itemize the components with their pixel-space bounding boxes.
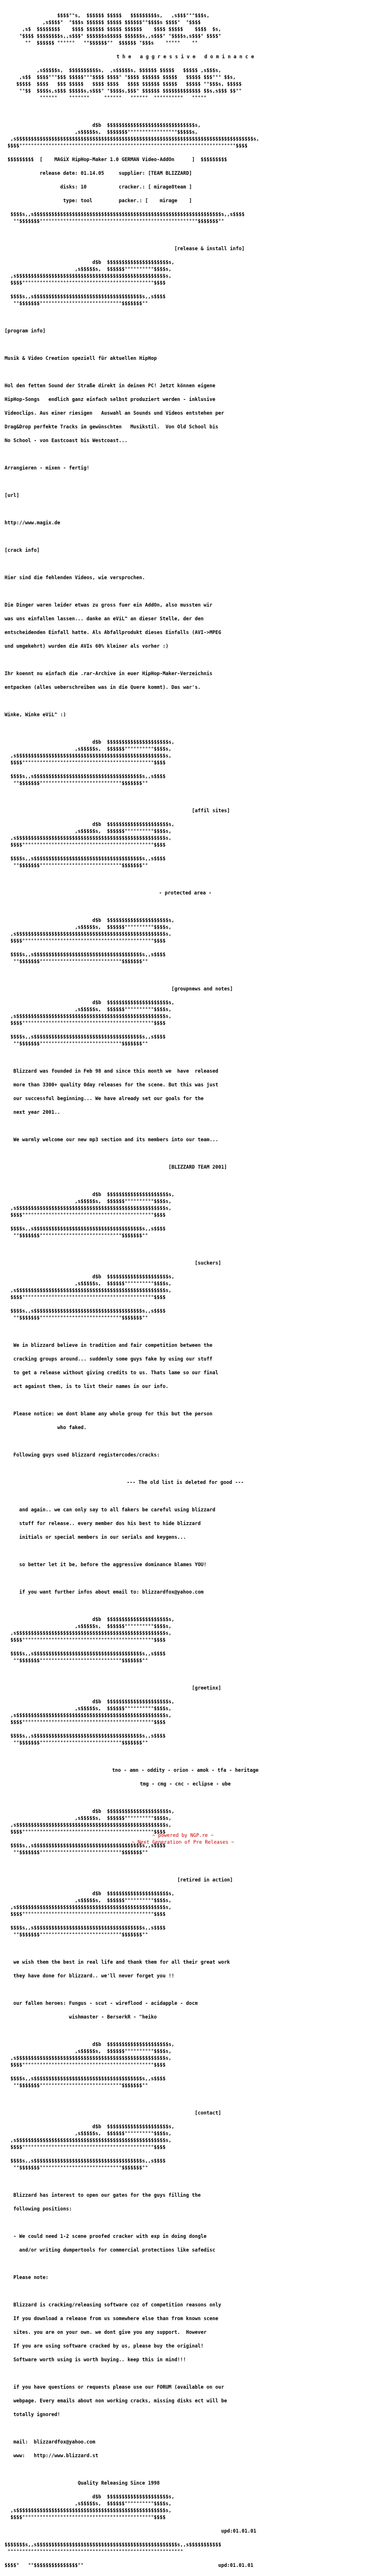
suckers-line: to get a release without giving credits to us. Thats lame so our final: [13, 1370, 218, 1376]
section-art-2: d$b $$$$$$$$$$$$$$$$$$$$$s, ,s$$$$$s, $$$$$$°°°°°°°°°°$$$$s, ,s$$$$$$$$$$$$$$$$$$$$$$$$$$$$$$$$$$$$$$$$$$$$$$$$$$$s, $$$$°°°°°°°°°°°°°°°°°°°°°°°°°°°°°°°°°°°°°°°°°°°°°$$$$: [10, 740, 174, 766]
groupnews-line: our successful beginning... We have already set our goals for the: [13, 1096, 204, 1102]
suckers-line: cracking groups around... suddenly some guys fake by using our stuff: [13, 1357, 213, 1362]
crack-line: [5, 588, 366, 595]
bottom-art: $$$$$$$s,,s$$$$$$$$$$$$$$$$$$$$$$$$$$$$$$$$$$$$$$$$$$$$$$$$s,,s$$$$$$$$$$$ °°°°°°°°°°°°°°°°°°°°°°°°°°°°°°°°°°°°°°°°°°°°°°°°°°°°°°°°°°°°: [5, 2542, 221, 2555]
section-affil: [affil sites]: [192, 808, 230, 814]
section-art-11: d$b $$$$$$$$$$$$$$$$$$$$$s, ,s$$$$$s, $$$$$$°°°°°°°°°°$$$$s, ,s$$$$$$$$$$$$$$$$$$$$$$$$$$$$$$$$$$$$$$$$$$$$$$$$$$$s, $$$$°°°°°°°°°°°°°°°°°°°°°°°°°°°°°°°°°°°°°°°°°°°°°$$$$: [10, 1891, 174, 1917]
section-art-6b: $$$$s,,s$$$$$$$$$$$$$$$$$$$$$$$$$$$$$$$$$$$$$s,,s$$$$ °°$$$$$$$°°°°°°°°°°°°°°°°°°°°°°°°°°°°$$$$$$$°°: [10, 1226, 166, 1239]
footer: [0, 1832, 366, 1846]
contact-line: [5, 2288, 366, 2295]
program-line: Drag&Drop perfekte Tracks im gewünschten Musikstil. Von Old School bis: [5, 424, 218, 430]
contact-line: [5, 2370, 366, 2377]
quality-line: Quality Releasing Since 1998: [77, 2481, 160, 2486]
release-row-2: disks: 10 cracker.: [ mirage8team ]: [60, 184, 192, 190]
section-art-7b: $$$$s,,s$$$$$$$$$$$$$$$$$$$$$$$$$$$$$$$$$$$$$s,,s$$$$ °°$$$$$$$°°°°°°°°°°°°°°°°°°°°°°°°°°°°$$$$$$$°°: [10, 1309, 166, 1321]
release-row-3: type: tool packer.: [ mirage ]: [63, 198, 192, 204]
section-art-13: d$b $$$$$$$$$$$$$$$$$$$$$s, ,s$$$$$s, $$$$$$°°°°°°°°°°$$$$s, ,s$$$$$$$$$$$$$$$$$$$$$$$$$$$$$$$$$$$$$$$$$$$$$$$$$$$s, $$$$°°°°°°°°°°°°°°°°°°°°°°°°°°°°°°°°°°°°°°°°°°°°°$$$$: [10, 2124, 174, 2150]
section-art-5: d$b $$$$$$$$$$$$$$$$$$$$$s, ,s$$$$$s, $$$$$$°°°°°°°°°°$$$$s, ,s$$$$$$$$$$$$$$$$$$$$$$$$$$$$$$$$$$$$$$$$$$$$$$$$$$$s, $$$$°°°°°°°°°°°°°°°°°°°°°°°°°°°°°°°°°°°°°°°°°°°°°$$$$: [10, 1000, 174, 1026]
section-art-6: d$b $$$$$$$$$$$$$$$$$$$$$s, ,s$$$$$s, $$$$$$°°°°°°°°°°$$$$s, ,s$$$$$$$$$$$$$$$$$$$$$$$$$$$$$$$$$$$$$$$$$$$$$$$$$$$s, $$$$°°°°°°°°°°°°°°°°°°°°°°°°°°°°°°°°°°°°°°°°°°°°°$$$$: [10, 1192, 174, 1218]
program-line: Arrangieren - mixen - fertig!: [5, 466, 90, 471]
section-art-9b: $$$$s,,s$$$$$$$$$$$$$$$$$$$$$$$$$$$$$$$$$$$$$s,,s$$$$ °°$$$$$$$°°°°°°°°°°°°°°°°°°°°°°°°°°°°$$$$$$$°°: [10, 1734, 166, 1746]
contact-line: totally ignored!: [13, 2412, 61, 2418]
section-release-install: [release & install info]: [174, 246, 245, 252]
retired-line: they have done for blizzard.. we'll never forget you !!: [13, 1973, 174, 1979]
section-groupnews: [groupnews and notes]: [171, 986, 233, 992]
suckers-line2: [5, 1548, 366, 1555]
section-art-10: d$b $$$$$$$$$$$$$$$$$$$$$s, ,s$$$$$s, $$$$$$°°°°°°°°°°$$$$s, ,s$$$$$$$$$$$$$$$$$$$$$$$$$$$$$$$$$$$$$$$$$$$$$$$$$$$s, $$$$°°°°°°°°°°°°°°°°°°°°°°°°°°°°°°°°°°°°°°°°°°°°°$$$$: [10, 1809, 174, 1835]
suckers-line: We in blizzard believe in tradition and fair competition between the: [13, 1343, 213, 1349]
groupnews-line: next year 2001..: [13, 1110, 61, 1116]
contact-line: webpage. Every emails about non working cracks, missing disks ect will be: [13, 2398, 227, 2404]
contact-line: following positions:: [13, 2206, 72, 2212]
suckers-line2: so better let it be, before the aggressive dominance blames YOU!: [19, 1562, 207, 1568]
contact-line: Blizzard has interest to open our gates for the guys filling the: [13, 2193, 201, 2198]
groupnews-line: We warmly welcome our new mp3 section and its members into our team...: [13, 1137, 218, 1143]
upd-line-1: upd:01.01.01: [221, 2529, 257, 2534]
footer-powered-by[interactable]: ~ powered by NGP.re ~: [152, 1833, 214, 1839]
program-line: [5, 451, 366, 458]
contact-www[interactable]: www: http://www.blizzard.st: [13, 2453, 98, 2459]
suckers-line: Please notice: we dont blame any whole group for this but the person: [13, 1411, 213, 1417]
protected-area: - protected area -: [158, 890, 212, 896]
section-art-8b: $$$$s,,s$$$$$$$$$$$$$$$$$$$$$$$$$$$$$$$$$$$$$s,,s$$$$ °°$$$$$$$°°°°°°°°°°°°°°°°°°°°°°°°°°°°$$$$$$$°°: [10, 1651, 166, 1664]
contact-line: If you are using software cracked by us, please buy the original!: [13, 2344, 204, 2349]
section-art-7: d$b $$$$$$$$$$$$$$$$$$$$$s, ,s$$$$$s, $$$$$$°°°°°°°°°°$$$$s, ,s$$$$$$$$$$$$$$$$$$$$$$$$$$$$$$$$$$$$$$$$$$$$$$$$$$$s, $$$$°°°°°°°°°°°°°°°°°°°°°°°°°°°°°°°°°°°°°°°°°°°°°$$$$: [10, 1274, 174, 1301]
suckers-line: Following guys used blizzard registercodes/cracks:: [13, 1452, 160, 1458]
contact-line: Blizzard is cracking/releasing software coz of competition reasons only: [13, 2302, 221, 2308]
suckers-deleted: --- The old list is deleted for good ---: [126, 1480, 244, 1486]
groupnews-line: [5, 1123, 366, 1130]
suckers-line: who faked.: [13, 1425, 87, 1431]
section-art-8: d$b $$$$$$$$$$$$$$$$$$$$$s, ,s$$$$$s, $$$$$$°°°°°°°°°°$$$$s, ,s$$$$$$$$$$$$$$$$$$$$$$$$$$$$$$$$$$$$$$$$$$$$$$$$$$$s, $$$$°°°°°°°°°°°°°°°°°°°°°°°°°°°°°°°°°°°°°°°°°°°°°$$$$: [10, 1617, 174, 1643]
release-title: $$$$$$$$$ [ MAGiX HipHop-Maker 1.0 GERMAN Video-AddOn ] $$$$$$$$$: [5, 157, 227, 163]
groupnews-sign: [BLIZZARD TEAM 2001]: [168, 1165, 227, 1170]
section-art-14: d$b $$$$$$$$$$$$$$$$$$$$$s, ,s$$$$$s, $$$$$$°°°°°°°°°°$$$$s, ,s$$$$$$$$$$$$$$$$$$$$$$$$$$$$$$$$$$$$$$$$$$$$$$$$$$$s, $$$$°°°°°°°°°°°°°°°°°°°°°°°°°°°°°°°°°°°°°°°°°°°°°$$$$: [10, 2494, 174, 2521]
contact-line: [5, 2220, 366, 2226]
greetinx-line-2: tmg - cmg - cnc - eclipse - ube: [140, 1781, 231, 1787]
crack-line: [5, 698, 366, 705]
section-art-5b: $$$$s,,s$$$$$$$$$$$$$$$$$$$$$$$$$$$$$$$$$$$$$s,,s$$$$ °°$$$$$$$°°°°°°°°°°°°°°°°°°°°°°°°°°°°$$$$$$$°°: [10, 1034, 166, 1047]
suckers-line2: [5, 1575, 366, 1582]
logo-art-lower: ,s$$$$$s, $$$$$$$$$$s, ,s$$$$$s, $$$$$$ $$$$$ $$$$$ ,s$$$s, ,s$$ $$$$°°°$$$ $$$$$°°°$$$$ $$$$° °$$$$ $$$$$$ $$$$$ $$$$$ $$$°°° $$s, $$$$$ $$$$ $$$ $$$$$ $$$$ $$$$ $$$$ $$$$$$ $$$$$ $$$$$ °°$$$s, $$$$$ °°$$ $$$$s,s$$$ $$$$$s,s$$$° °$$$$s,$$$° $$$$$$ $$$$$$$$$$$$$ $$s,s$$$ $$°° °°°°°° °°°°°°° °°°°°° °°°°°° °°°°°°°°°° °°°°°: [16, 68, 242, 101]
retired-line: our fallen heroes: Fungus - scut - wireflood - acidapple - docm: [13, 2001, 198, 2007]
section-art-3b: $$$$s,,s$$$$$$$$$$$$$$$$$$$$$$$$$$$$$$$$$$$$$s,,s$$$$ °°$$$$$$$°°°°°°°°°°°°°°°°°°°°°°°°°°°°$$$$$$$°°: [10, 856, 166, 869]
crack-line: Die Dinger waren leider etwas zu gross fuer ein AddOn, also mussten wir: [5, 603, 213, 608]
greetinx-line-1: tno - amn - oddity - orion - amok - tfa - heritage: [112, 1768, 258, 1773]
retired-line: we wish them the best in real life and thank them for all their great work: [13, 1960, 230, 1965]
separator-release-bottom: $$$$s,,s$$$$$$$$$$$$$$$$$$$$$$$$$$$$$$$$$$$$$$$$$$$$$$$$$$$$$$$$$$$$$$$$s,,s$$$$ °°$$$$$$$°°°°°°°°°°°°°°°°°°°°°°°°°°°°°°°°°°°°°°°°°°°°°°°°°°°°°°$$$$$$$°°: [10, 212, 245, 224]
crack-line: Ihr koennt nu einfach die .rar-Archive in euer HipHop-Maker-Verzeichnis: [5, 671, 213, 677]
section-art-2b: $$$$s,,s$$$$$$$$$$$$$$$$$$$$$$$$$$$$$$$$$$$$$s,,s$$$$ °°$$$$$$$°°°°°°°°°°°°°°°°°°°°°°°°°°°°$$$$$$$°°: [10, 774, 166, 787]
crack-info-header: [crack info]: [5, 548, 40, 553]
url-link[interactable]: http://www.magix.de: [5, 520, 61, 526]
section-art-11b: $$$$s,,s$$$$$$$$$$$$$$$$$$$$$$$$$$$$$$$$$$$$$s,,s$$$$ °°$$$$$$$°°°°°°°°°°°°°°°°°°°°°°°°°°°°$$$$$$$°°: [10, 1925, 166, 1938]
program-line: Musik & Video Creation speziell für aktuellen HipHop: [5, 356, 157, 362]
logo-art: $$$$°°s, $$$$$$ $$$$$ $$$$$$$$$s, ,s$$$°°°$$$s, ,s$$$$° °$$$s $$$$$$ $$$$$ $$$$$$°°$$$$s $$$$° °$$$$ ,s$ $$$$$$$$ $$$$ $$$$$$ $$$$$ $$$$$$ $$$$ $$$$$ $$$$ $s, °$$$$ $$$$$$$$s,,s$$$° $$$$$$s$$$$$ $$$$$$s,,s$$$° °$$$$s,s$$$° $$$$° °° $$$$$$ °°°°°° °°$$$$$$°° $$$$$$ °$$$s °°°°° °°: [19, 13, 221, 46]
section-art-1: d$b $$$$$$$$$$$$$$$$$$$$$s, ,s$$$$$s, $$$$$$°°°°°°°°°°$$$$s, ,s$$$$$$$$$$$$$$$$$$$$$$$$$$$$$$$$$$$$$$$$$$$$$$$$$$$s, $$$$°°°°°°°°°°°°°°°°°°°°°°°°°°°°°°°°°°°°°°°°°°°°°$$$$: [10, 260, 174, 286]
logo-tagline: t h e a g g r e s s i v e d o m i n a n c e: [116, 54, 254, 60]
section-art-9: d$b $$$$$$$$$$$$$$$$$$$$$s, ,s$$$$$s, $$$$$$°°°°°°°°°°$$$$s, ,s$$$$$$$$$$$$$$$$$$$$$$$$$$$$$$$$$$$$$$$$$$$$$$$$$$$s, $$$$°°°°°°°°°°°°°°°°°°°°°°°°°°°°°°°°°°°°°°°°°°°°°$$$$: [10, 1699, 174, 1726]
program-line: No School - von Eastcoast bis Westcoast...: [5, 438, 128, 444]
suckers-line2: and again.. we can only say to all fakers be careful using blizzard: [19, 1507, 216, 1513]
groupnews-line: Blizzard was founded in Feb 98 and since this month we have released: [13, 1069, 218, 1074]
suckers-line: [5, 1438, 366, 1445]
contact-line: Software worth using is worth buying.. keep this in mind!!!: [13, 2357, 186, 2363]
section-suckers: [suckers]: [194, 1261, 221, 1266]
separator-top: d$b $$$$$$$$$$$$$$$$$$$$$$$$$$$$$$s, ,s$$$$$s, $$$$$$$°°°°°°°°°°°°°°°°°$$$$$s, ,s$$$$$$$$$$$$$$$$$$$$$$$$$$$$$$$$$$$$$$$$$$$$$$$$$$$$$$$$$$$$$$$$$$$$$$$$$$$$$$$$$s, $$$$°°°°°°°°°°°°°°°°°°°°°°°°°°°°°°°°°°°°°°°°°°°°°°°°°°°°°°°°°°°°°°°°°°°°°°°°°°$$$$: [7, 123, 260, 149]
crack-line: [5, 657, 366, 664]
retired-line: [5, 1987, 366, 1993]
url-header: [url]: [5, 493, 19, 499]
contact-line: if you have questions or requests please use our FORUM (available on our: [13, 2385, 224, 2390]
contact-line: [5, 2425, 366, 2432]
program-line: Videoclips. Aus einer riesigen Auswahl an Sounds und Videos entstehen per: [5, 411, 224, 416]
program-line: HipHop-Songs endlich ganz einfach selbst produziert werden - inklusive: [5, 397, 216, 403]
crack-line: Winke, Winke eViL^ :): [5, 712, 66, 718]
suckers-line2: initials or special members in our serials and keygens...: [19, 1535, 186, 1540]
contact-line: Please note:: [13, 2275, 49, 2281]
section-contact: [contact]: [194, 2110, 221, 2116]
suckers-line: act against them, is to list their names in our info.: [13, 1384, 169, 1390]
release-row-1: release date: 01.14.05 supplier: [TEAM BLIZZARD]: [39, 171, 192, 176]
crack-line: entscheidenden Einfall hatte. Als Abfallprodukt dieses Einfalls (AVI->MPEG: [5, 630, 221, 636]
contact-line: [5, 2261, 366, 2268]
suckers-line2: if you want further infos about email to: blizzardfox@yahoo.com: [19, 1590, 204, 1595]
section-art-1b: $$$$s,,s$$$$$$$$$$$$$$$$$$$$$$$$$$$$$$$$$$$$$s,,s$$$$ °°$$$$$$$°°°°°°°°°°°°°°°°°°°°°°°°°°°°$$$$$$$°°: [10, 294, 166, 307]
crack-line: Hier sind die fehlenden Videos, wie versprochen.: [5, 575, 145, 581]
program-info-header: [program info]: [5, 328, 46, 334]
section-art-12: d$b $$$$$$$$$$$$$$$$$$$$$s, ,s$$$$$s, $$$$$$°°°°°°°°°°$$$$s, ,s$$$$$$$$$$$$$$$$$$$$$$$$$$$$$$$$$$$$$$$$$$$$$$$$$$$s, $$$$°°°°°°°°°°°°°°°°°°°°°°°°°°°°°°°°°°°°°°°°°°°°°$$$$: [10, 2042, 174, 2068]
section-art-3: d$b $$$$$$$$$$$$$$$$$$$$$s, ,s$$$$$s, $$$$$$°°°°°°°°°°$$$$s, ,s$$$$$$$$$$$$$$$$$$$$$$$$$$$$$$$$$$$$$$$$$$$$$$$$$$$s, $$$$°°°°°°°°°°°°°°°°°°°°°°°°°°°°°°°°°°°°°°°°°°°°°$$$$: [10, 822, 174, 848]
crack-line: entpacken (alles ueberschreiben was in die Quere kommt). Das war's.: [5, 685, 201, 691]
section-art-12b: $$$$s,,s$$$$$$$$$$$$$$$$$$$$$$$$$$$$$$$$$$$$$s,,s$$$$ °°$$$$$$$°°°°°°°°°°°°°°°°°°°°°°°°°°°°$$$$$$$°°: [10, 2076, 166, 2089]
crack-line: und umgekehrt) wurden die AVIs 60% kleiner als vorher :): [5, 644, 169, 649]
retired-line: wishmaster - BerserkR - "heiko: [13, 2015, 157, 2020]
section-retired: [retired in action]: [177, 1877, 233, 1883]
crack-line: was uns einfallen lassen... danke an eViL^ an dieser Stelle, der den: [5, 616, 204, 622]
contact-line: - We could need 1-2 scene proofed cracker with exp in doing dongle: [13, 2234, 207, 2240]
upd-line-2: $$$$° °°$$$$$$$$$$$$$$$°° upd:01.01.01: [5, 2563, 253, 2569]
footer-tagline: ~ Next Generation of Pre Releases ~: [132, 1840, 234, 1845]
suckers-line: [5, 1397, 366, 1404]
section-art-10b: $$$$s,,s$$$$$$$$$$$$$$$$$$$$$$$$$$$$$$$$$$$$$s,,s$$$$ °°$$$$$$$°°°°°°°°°°°°°°°°°°°°°°°°°°°°$$$$$$$°°: [10, 1843, 166, 1856]
section-greetinx: [greetinx]: [192, 1686, 221, 1691]
contact-mail[interactable]: mail: blizzardfox@yahoo.com: [13, 2439, 96, 2445]
program-line: [5, 369, 366, 376]
section-art-13b: $$$$s,,s$$$$$$$$$$$$$$$$$$$$$$$$$$$$$$$$$$$$$s,,s$$$$ °°$$$$$$$°°°°°°°°°°°°°°°°°°°°°°°°°°°°$$$$$$$°°: [10, 2158, 166, 2171]
contact-line: sites. you are on your own. we dont give you any support. However: [13, 2330, 207, 2336]
section-art-4: d$b $$$$$$$$$$$$$$$$$$$$$s, ,s$$$$$s, $$$$$$°°°°°°°°°°$$$$s, ,s$$$$$$$$$$$$$$$$$$$$$$$$$$$$$$$$$$$$$$$$$$$$$$$$$$$s, $$$$°°°°°°°°°°°°°°°°°°°°°°°°°°°°°°°°°°°°°°°°°°°°°$$$$: [10, 918, 174, 944]
section-art-4b: $$$$s,,s$$$$$$$$$$$$$$$$$$$$$$$$$$$$$$$$$$$$$s,,s$$$$ °°$$$$$$$°°°°°°°°°°°°°°°°°°°°°°°°°°°°$$$$$$$°°: [10, 952, 166, 965]
contact-line: and/or writing dumpertools for commercial protections like safedisc: [13, 2248, 216, 2253]
contact-line: If you download a release from us somewhere else than from known scene: [13, 2316, 218, 2322]
suckers-line2: stuff for release.. every member dos his best to hide blizzard: [19, 1521, 201, 1527]
program-line: Hol den fetten Sound der Straße direkt in deinen PC! Jetzt können eigene: [5, 383, 216, 389]
groupnews-line: more than 3300+ quality 0day releases for the scene. But this was just: [13, 1082, 218, 1088]
